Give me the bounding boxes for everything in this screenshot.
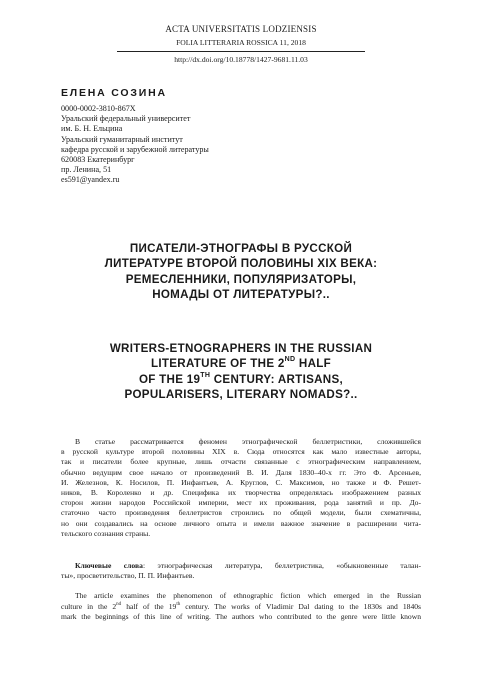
title-text: CENTURY: ARTISANS,	[210, 372, 344, 386]
title-text: OF THE 19	[138, 372, 201, 386]
abstract-line: сторон жизни народов Российской империи, мест их проживания, рода занятий и пр. До-	[61, 498, 421, 508]
abstract-line: статочно часто произведения беллетристов строились по общей модели, были схематичны,	[61, 508, 421, 518]
title-line: POPULARISERS, LITERARY NOMADS?..	[124, 388, 358, 402]
keywords-text: : этнографическая литература, беллетристика, «обыкновенные талан-	[142, 561, 421, 570]
ordinal-suffix: nd	[116, 601, 122, 607]
affiliation-line: пр. Ленина, 51	[61, 165, 112, 175]
journal-series: FOLIA LITTERARIA ROSSICA 11, 2018	[176, 38, 306, 47]
title-text: LITERATURE OF THE 2	[150, 357, 285, 371]
title-line: НОМАДЫ ОТ ЛИТЕРАТУРЫ?..	[152, 288, 330, 302]
title-line: РЕМЕСЛЕННИКИ, ПОПУЛЯРИЗАТОРЫ,	[125, 272, 357, 286]
keywords-russian	[61, 561, 421, 581]
orcid-id[interactable]: 0000-0002-3810-867X	[61, 104, 136, 113]
title-line: ЛИТЕРАТУРЕ ВТОРОЙ ПОЛОВИНЫ XIX ВЕКА:	[104, 257, 378, 271]
affiliation-line: Уральский гуманитарный институт	[61, 134, 183, 144]
author-name: ЕЛЕНА СОЗИНА	[61, 87, 167, 99]
abstract-line: The article examines the phenomenon of ethnographic fiction which emerged in the Russian	[75, 591, 421, 600]
affiliation-line: 620083 Екатеринбург	[61, 155, 135, 165]
abstract-line: так и писатели более крупные, лишь отчасти связанные с этнографическим направлением,	[61, 457, 421, 467]
article-title-english	[50, 341, 432, 403]
doi-link[interactable]: http://dx.doi.org/10.18778/1427-9681.11.03	[174, 55, 308, 64]
keywords-label: Ключевые слова	[75, 561, 143, 570]
title-line: ПИСАТЕЛИ-ЭТНОГРАФЫ В РУССКОЙ	[129, 242, 353, 255]
abstract-english	[61, 591, 421, 623]
abstract-line: в русской культуре второй половины XIX в. Сюда относятся как мало известные авторы,	[61, 447, 421, 457]
article-title-russian	[50, 241, 432, 303]
abstract-line: но они создавались на основе личного опыта и имели важное значение в расширении чита-	[61, 518, 421, 528]
ordinal-suffix: ND	[284, 356, 296, 364]
journal-title: ACTA UNIVERSITATIS LODZIENSIS	[165, 24, 317, 34]
affiliation-line: им. Б. Н. Ельцина	[61, 124, 123, 134]
author-email[interactable]: es591@yandex.ru	[61, 175, 120, 185]
abstract-line: В статье рассматривается феномен этнографической беллетристики, сложившейся	[75, 437, 421, 446]
ordinal-suffix: TH	[200, 371, 211, 379]
ordinal-suffix: th	[176, 601, 181, 607]
title-text: HALF	[295, 357, 332, 371]
keywords-line: ты», просветительство, П. П. Инфантьев.	[61, 571, 195, 581]
title-line: WRITERS-ETNOGRAPHERS IN THE RUSSIAN	[109, 342, 373, 355]
abstract-line: ников, В. Короленко и др. Спецификa их творчества определялась изображением разных	[61, 487, 421, 497]
abstract-russian	[61, 437, 421, 539]
abstract-line	[61, 602, 421, 613]
abstract-text: culture in the 2	[61, 601, 117, 611]
author-affiliation	[61, 104, 209, 186]
affiliation-line: кафедра русской и зарубежной литературы	[61, 144, 209, 154]
keywords-line	[61, 561, 421, 571]
abstract-text: half of the 19	[121, 601, 177, 611]
abstract-line: тельского сознания страны.	[61, 528, 151, 538]
abstract-text: century. The works of Vladimir Dal dating to the 1830s and 1840s	[180, 601, 421, 611]
title-line	[50, 372, 432, 387]
title-line	[50, 356, 432, 371]
abstract-line: обычно ведущим свое начало от произведений В. И. Даля 1830–40-х гг. Это Ф. Арсеньев,	[61, 467, 421, 477]
abstract-line: И. Железнов, К. Носилов, П. Инфантьев, А. Круглов, С. Максимов, но также и Ф. Решет-	[61, 477, 421, 487]
affiliation-line: Уральский федеральный университет	[61, 114, 191, 124]
abstract-line: mark the beginnings of this line of writing. The authors who contributed to the genre were little known	[61, 612, 421, 622]
header-divider	[117, 51, 365, 52]
